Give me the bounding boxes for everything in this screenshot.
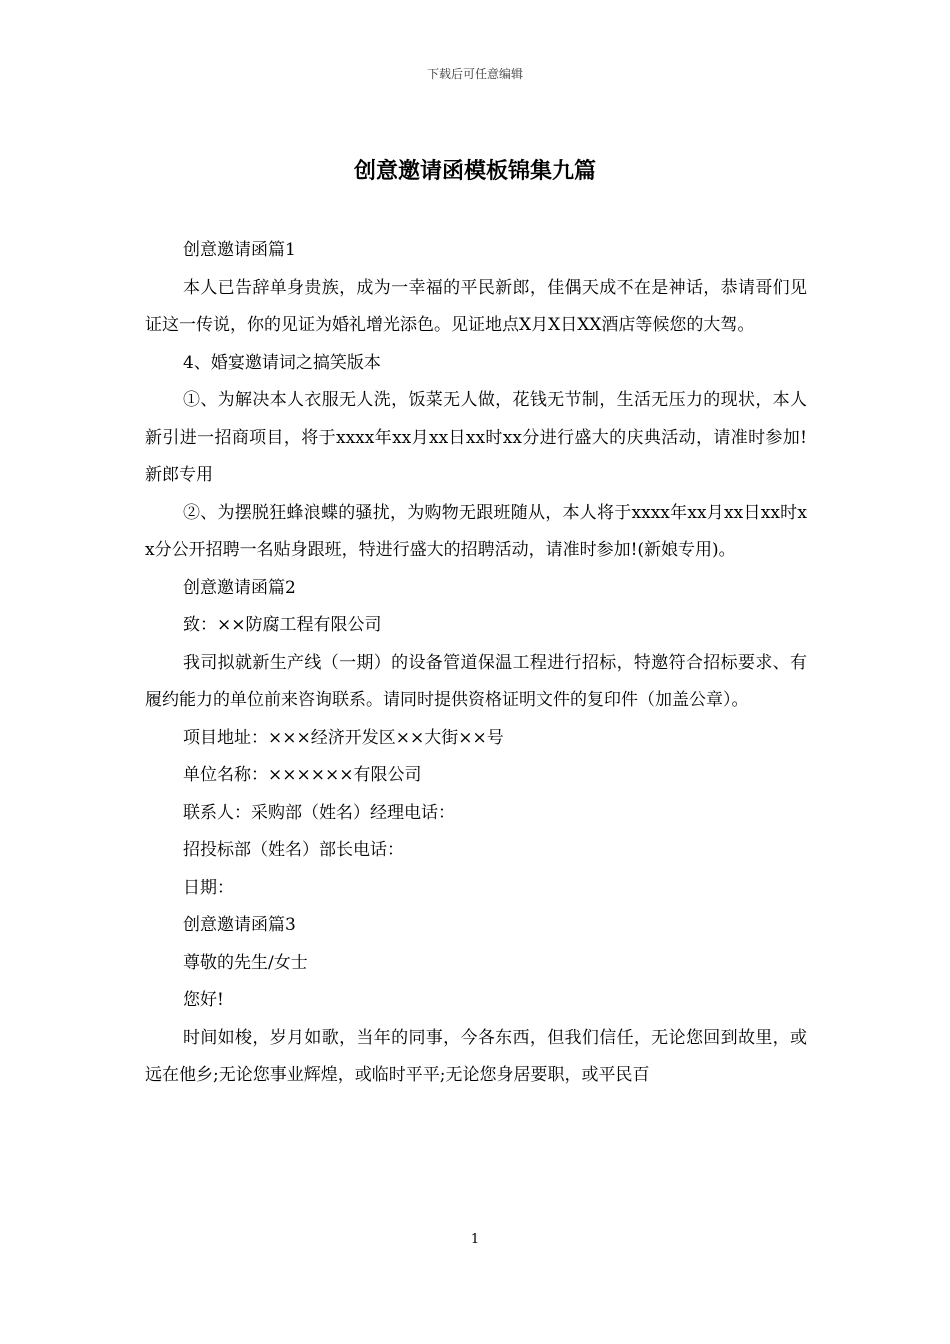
date-line: 日期：	[183, 877, 234, 898]
section-heading-1: 创意邀请函篇1	[183, 240, 296, 260]
salutation-line: 尊敬的先生/女士	[183, 952, 308, 973]
paragraph: ①、为解决本人衣服无人洗，饭菜无人做，花钱无节制，生活无压力的现状，本人新引进一招商项目，将于xxxx年xx月xx日xx时xx分进行盛大的庆典活动，请准时参加!新郎专用	[145, 390, 807, 485]
document-title: 创意邀请函模板锦集九篇	[353, 158, 596, 184]
company-name-line: 单位名称：××××××有限公司	[183, 765, 422, 785]
greeting-line: 您好!	[183, 990, 224, 1010]
page-header-note: 下载后可任意编辑	[426, 67, 523, 81]
document-body	[145, 232, 807, 1095]
paragraph: ②、为摆脱狂蜂浪蝶的骚扰，为购物无跟班随从，本人将于xxxx年xx月xx日xx时xx分公开招聘一名贴身跟班，特进行盛大的招聘活动，请准时参加!(新娘专用)。	[145, 502, 807, 560]
addressee-line: 致：××防腐工程有限公司	[183, 615, 382, 635]
section-heading-3: 创意邀请函篇3	[183, 915, 296, 935]
contact-line: 联系人：采购部（姓名）经理电话：	[183, 802, 455, 823]
page-number: 1	[470, 1232, 480, 1247]
paragraph: 本人已告辞单身贵族，成为一幸福的平民新郎，佳偶天成不在是神话，恭请哥们见证这一传说，你的见证为婚礼增光添色。见证地点X月X日XX酒店等候您的大驾。	[145, 277, 807, 335]
paragraph: 时间如梭，岁月如歌，当年的同事，今各东西，但我们信任，无论您回到故里，或远在他乡;无论您事业辉煌，或临时平平;无论您身居要职，或平民百	[145, 1027, 807, 1085]
subheading: 4、婚宴邀请词之搞笑版本	[183, 352, 381, 373]
section-heading-2: 创意邀请函篇2	[183, 577, 296, 598]
bidding-contact-line: 招投标部（姓名）部长电话：	[183, 840, 404, 860]
project-address-line: 项目地址：×××经济开发区××大街××号	[183, 727, 504, 748]
paragraph: 我司拟就新生产线（一期）的设备管道保温工程进行招标，特邀符合招标要求、有履约能力的单位前来咨询联系。请同时提供资格证明文件的复印件（加盖公章）。	[145, 652, 807, 710]
